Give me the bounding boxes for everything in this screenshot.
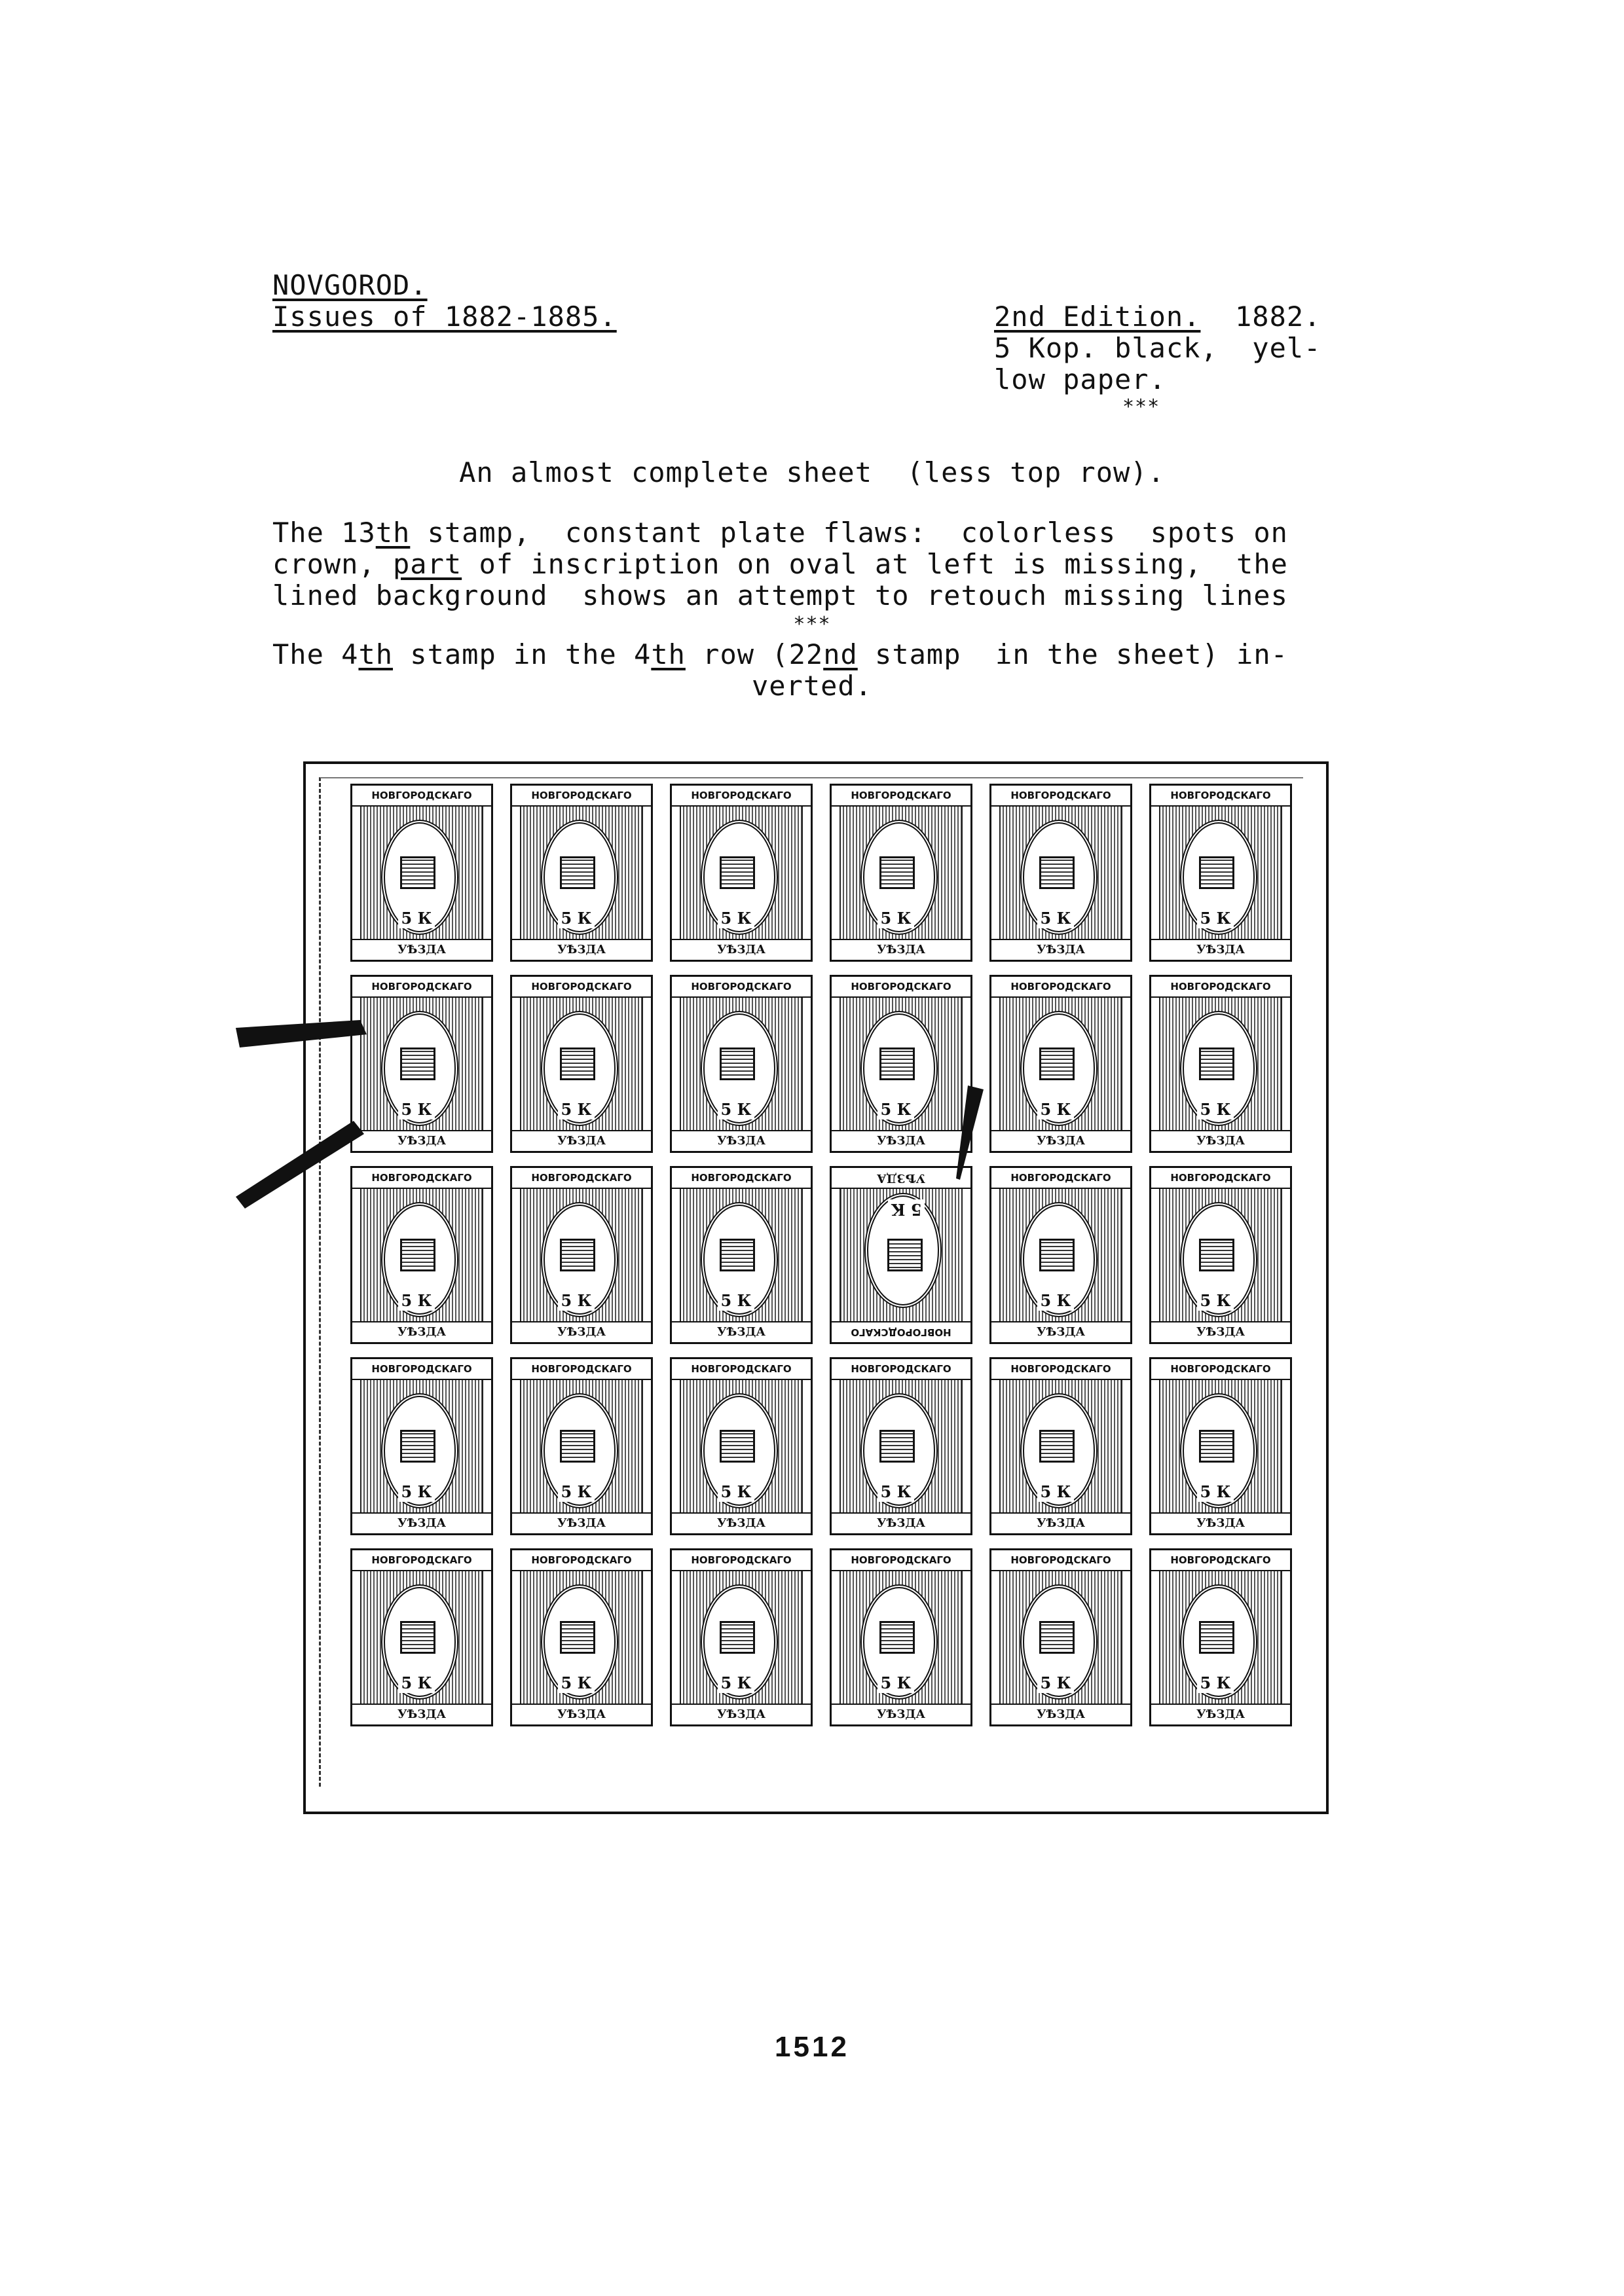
stamp [830,1548,972,1726]
stamp-top-label: НОВГОРОДСКАГО [1151,977,1290,998]
stamp [989,1357,1132,1535]
stamp [670,1357,813,1535]
stamp [1149,1357,1292,1535]
page-number: 1512 [775,2031,849,2063]
stamp [510,1357,653,1535]
stars-1: *** [1122,395,1160,418]
stamp-bottom-label: УѢЗДА [832,939,970,960]
stamp-value: 5 К [877,1482,914,1502]
stamp [1149,1166,1292,1344]
crown-icon [720,1621,755,1654]
stamp-top-label: НОВГОРОДСКАГО [991,1550,1130,1571]
stamp-bottom-label: УѢЗДА [512,1321,651,1342]
desc-line-2: low paper. [994,363,1166,395]
stamp-bottom-label: УѢЗДА [832,1130,970,1151]
crown-icon [720,1239,755,1271]
stamp-top-label: НОВГОРОДСКАГО [352,1168,491,1189]
stamp-value: 5 К [1197,1482,1234,1502]
stamp [350,1357,493,1535]
stamp-value: 5 К [1197,1673,1234,1693]
desc-line-1: 5 Kop. black, yel- [994,332,1321,364]
stamp-value: 5 К [558,1482,595,1502]
stamp-bottom-label: УѢЗДА [352,939,491,960]
stamp [670,1548,813,1726]
stamp [1149,1548,1292,1726]
sheet-caption: An almost complete sheet (less top row). [459,456,1165,488]
crown-icon [1039,856,1075,889]
stamp-bottom-label: УѢЗДА [672,1321,811,1342]
stamp-top-label: НОВГОРОДСКАГО [991,1168,1130,1189]
stamp-bottom-label: УѢЗДА [512,939,651,960]
issues-line: Issues of 1882-1885. [272,301,617,333]
stamp-bottom-label: УѢЗДА [672,1512,811,1533]
crown-icon [720,856,755,889]
crown-icon [1199,1048,1234,1080]
stamp-value: 5 К [398,1100,435,1120]
stamp-value: 5 К [877,1673,914,1693]
crown-icon [1199,856,1234,889]
stamp-top-label: НОВГОРОДСКАГО [832,786,970,807]
stamp-value: 5 К [1197,1100,1234,1120]
stamp-value: 5 К [877,1100,914,1120]
crown-icon [1039,1239,1075,1271]
crown-icon [1199,1239,1234,1271]
stamp-bottom-label: УѢЗДА [352,1704,491,1724]
stamp-top-label: НОВГОРОДСКАГО [991,1359,1130,1380]
crown-icon [560,1239,595,1271]
stamp-top-label: НОВГОРОДСКАГО [672,1168,811,1189]
stamp-bottom-label: УѢЗДА [1151,1512,1290,1533]
stamp-top-label: НОВГОРОДСКАГО [672,1359,811,1380]
crown-icon [1039,1048,1075,1080]
stamp-top-label: НОВГОРОДСКАГО [512,786,651,807]
stamp-value: 5 К [1037,909,1074,928]
stamp-bottom-label: УѢЗДА [352,1512,491,1533]
inverted-line-1: The 4th stamp in the 4th row (22nd stamp in the sheet) in- [272,638,1288,670]
stamp-value: 5 К [1197,909,1234,928]
stamp-sheet-image [303,761,1329,1814]
stamp-value: 5 К [1037,1673,1074,1693]
stamp-top-label: НОВГОРОДСКАГО [832,1359,970,1380]
crown-icon [1039,1621,1075,1654]
stamp-value: 5 К [398,1291,435,1311]
crown-icon [560,856,595,889]
flaw-paragraph [272,517,1333,611]
stamp-value: 5 К [718,1291,754,1311]
stamp-bottom-label: УѢЗДА [991,1512,1130,1533]
stamp [350,1548,493,1726]
crown-icon [720,1430,755,1463]
crown-icon [400,1621,435,1654]
stamp-top-label: НОВГОРОДСКАГО [832,1550,970,1571]
stamp-value: 5 К [718,1482,754,1502]
crown-icon [879,856,915,889]
stamp-bottom-label: УѢЗДА [832,1512,970,1533]
stamp-top-label: НОВГОРОДСКАГО [352,1359,491,1380]
stamp-value: 5 К [398,1482,435,1502]
stamp-value: 5 К [888,1199,925,1219]
flaw-line-3: lined background shows an attempt to retouch missing lines [272,579,1288,611]
stamp [1149,784,1292,962]
stamp-bottom-label: УѢЗДА [352,1321,491,1342]
flaw-pointer-arrows [236,1008,1022,1218]
crown-icon [879,1621,915,1654]
stamp [830,784,972,962]
inverted-line-2: verted. [751,670,872,702]
stamp-bottom-label: УѢЗДА [1151,939,1290,960]
stamp-value: 5 К [398,1673,435,1693]
stamp-top-label: НОВГОРОДСКАГО [991,786,1130,807]
crown-icon [1039,1430,1075,1463]
stamp-top-label: НОВГОРОДСКАГО [1151,786,1290,807]
stamp-value: 5 К [558,909,595,928]
pointer-left-lower [236,1121,364,1209]
crown-icon [400,1430,435,1463]
stamp-bottom-label: УѢЗДА [672,1704,811,1724]
crown-icon [1199,1621,1234,1654]
stamp-top-label: НОВГОРОДСКАГО [352,1550,491,1571]
stamp-top-label: НОВГОРОДСКАГО [1151,1359,1290,1380]
stamp-top-label: НОВГОРОДСКАГО [991,977,1130,998]
stamp-value: 5 К [558,1291,595,1311]
stamp-bottom-label: УѢЗДА [832,1704,970,1724]
stamp-bottom-label: УѢЗДА [512,1704,651,1724]
stamp [989,1548,1132,1726]
stamp-top-label: НОВГОРОДСКАГО [1151,1550,1290,1571]
crown-icon [879,1430,915,1463]
crown-icon [1199,1430,1234,1463]
stamp-bottom-label: УѢЗДА [832,1168,970,1189]
stamp-value: 5 К [558,1100,595,1120]
stamp-value: 5 К [718,909,754,928]
stamp-top-label: НОВГОРОДСКАГО [352,786,491,807]
flaw-line-2: crown, part of inscription on oval at left is missing, the [272,548,1288,580]
stamp-value: 5 К [877,909,914,928]
stamp-value: 5 К [718,1673,754,1693]
pointer-left-upper [236,1020,367,1048]
crown-icon [560,1621,595,1654]
stamp-bottom-label: УѢЗДА [512,1512,651,1533]
edition-line: 2nd Edition. 1882. [994,301,1321,333]
crown-icon [400,1239,435,1271]
stamp [989,784,1132,962]
stamp [350,784,493,962]
stamp-top-label: НОВГОРОДСКАГО [832,1321,970,1342]
flaw-line-1: The 13th stamp, constant plate flaws: colorless spots on [272,517,1288,549]
stamp-top-label: НОВГОРОДСКАГО [512,977,651,998]
stamp [1149,975,1292,1153]
stamp-bottom-label: УѢЗДА [512,1130,651,1151]
stamp-top-label: НОВГОРОДСКАГО [672,1550,811,1571]
stamp-bottom-label: УѢЗДА [672,1130,811,1151]
stamp-value: 5 К [558,1673,595,1693]
stamp-value: 5 К [1197,1291,1234,1311]
stamp-bottom-label: УѢЗДА [991,939,1130,960]
crown-icon [400,856,435,889]
stamp-value: 5 К [1037,1100,1074,1120]
crown-icon [560,1430,595,1463]
stamp-bottom-label: УѢЗДА [1151,1704,1290,1724]
pointer-inverted-stamp [956,1085,984,1180]
stamp-top-label: НОВГОРОДСКАГО [832,977,970,998]
stamp [670,784,813,962]
stamp-bottom-label: УѢЗДА [1151,1130,1290,1151]
stars-2: *** [793,613,831,636]
stamp-top-label: НОВГОРОДСКАГО [352,977,491,998]
stamp-top-label: НОВГОРОДСКАГО [1151,1168,1290,1189]
stamp-bottom-label: УѢЗДА [991,1130,1130,1151]
place-title: NOVGOROD. [272,269,428,301]
stamp-top-label: НОВГОРОДСКАГО [512,1550,651,1571]
stamp-value: 5 К [718,1100,754,1120]
crown-icon [887,1239,923,1271]
stamp [510,1548,653,1726]
stamp [510,784,653,962]
stamp-top-label: НОВГОРОДСКАГО [512,1359,651,1380]
stamp-bottom-label: УѢЗДА [672,939,811,960]
stamp-value: 5 К [1037,1291,1074,1311]
stamp-value: 5 К [398,909,435,928]
stamp-bottom-label: УѢЗДА [991,1704,1130,1724]
stamp-top-label: НОВГОРОДСКАГО [672,977,811,998]
stamp-bottom-label: УѢЗДА [1151,1321,1290,1342]
stamp-top-label: НОВГОРОДСКАГО [672,786,811,807]
stamp-value: 5 К [1037,1482,1074,1502]
stamp-bottom-label: УѢЗДА [352,1130,491,1151]
stamp-bottom-label: УѢЗДА [991,1321,1130,1342]
stamp [830,1357,972,1535]
stamp-top-label: НОВГОРОДСКАГО [512,1168,651,1189]
